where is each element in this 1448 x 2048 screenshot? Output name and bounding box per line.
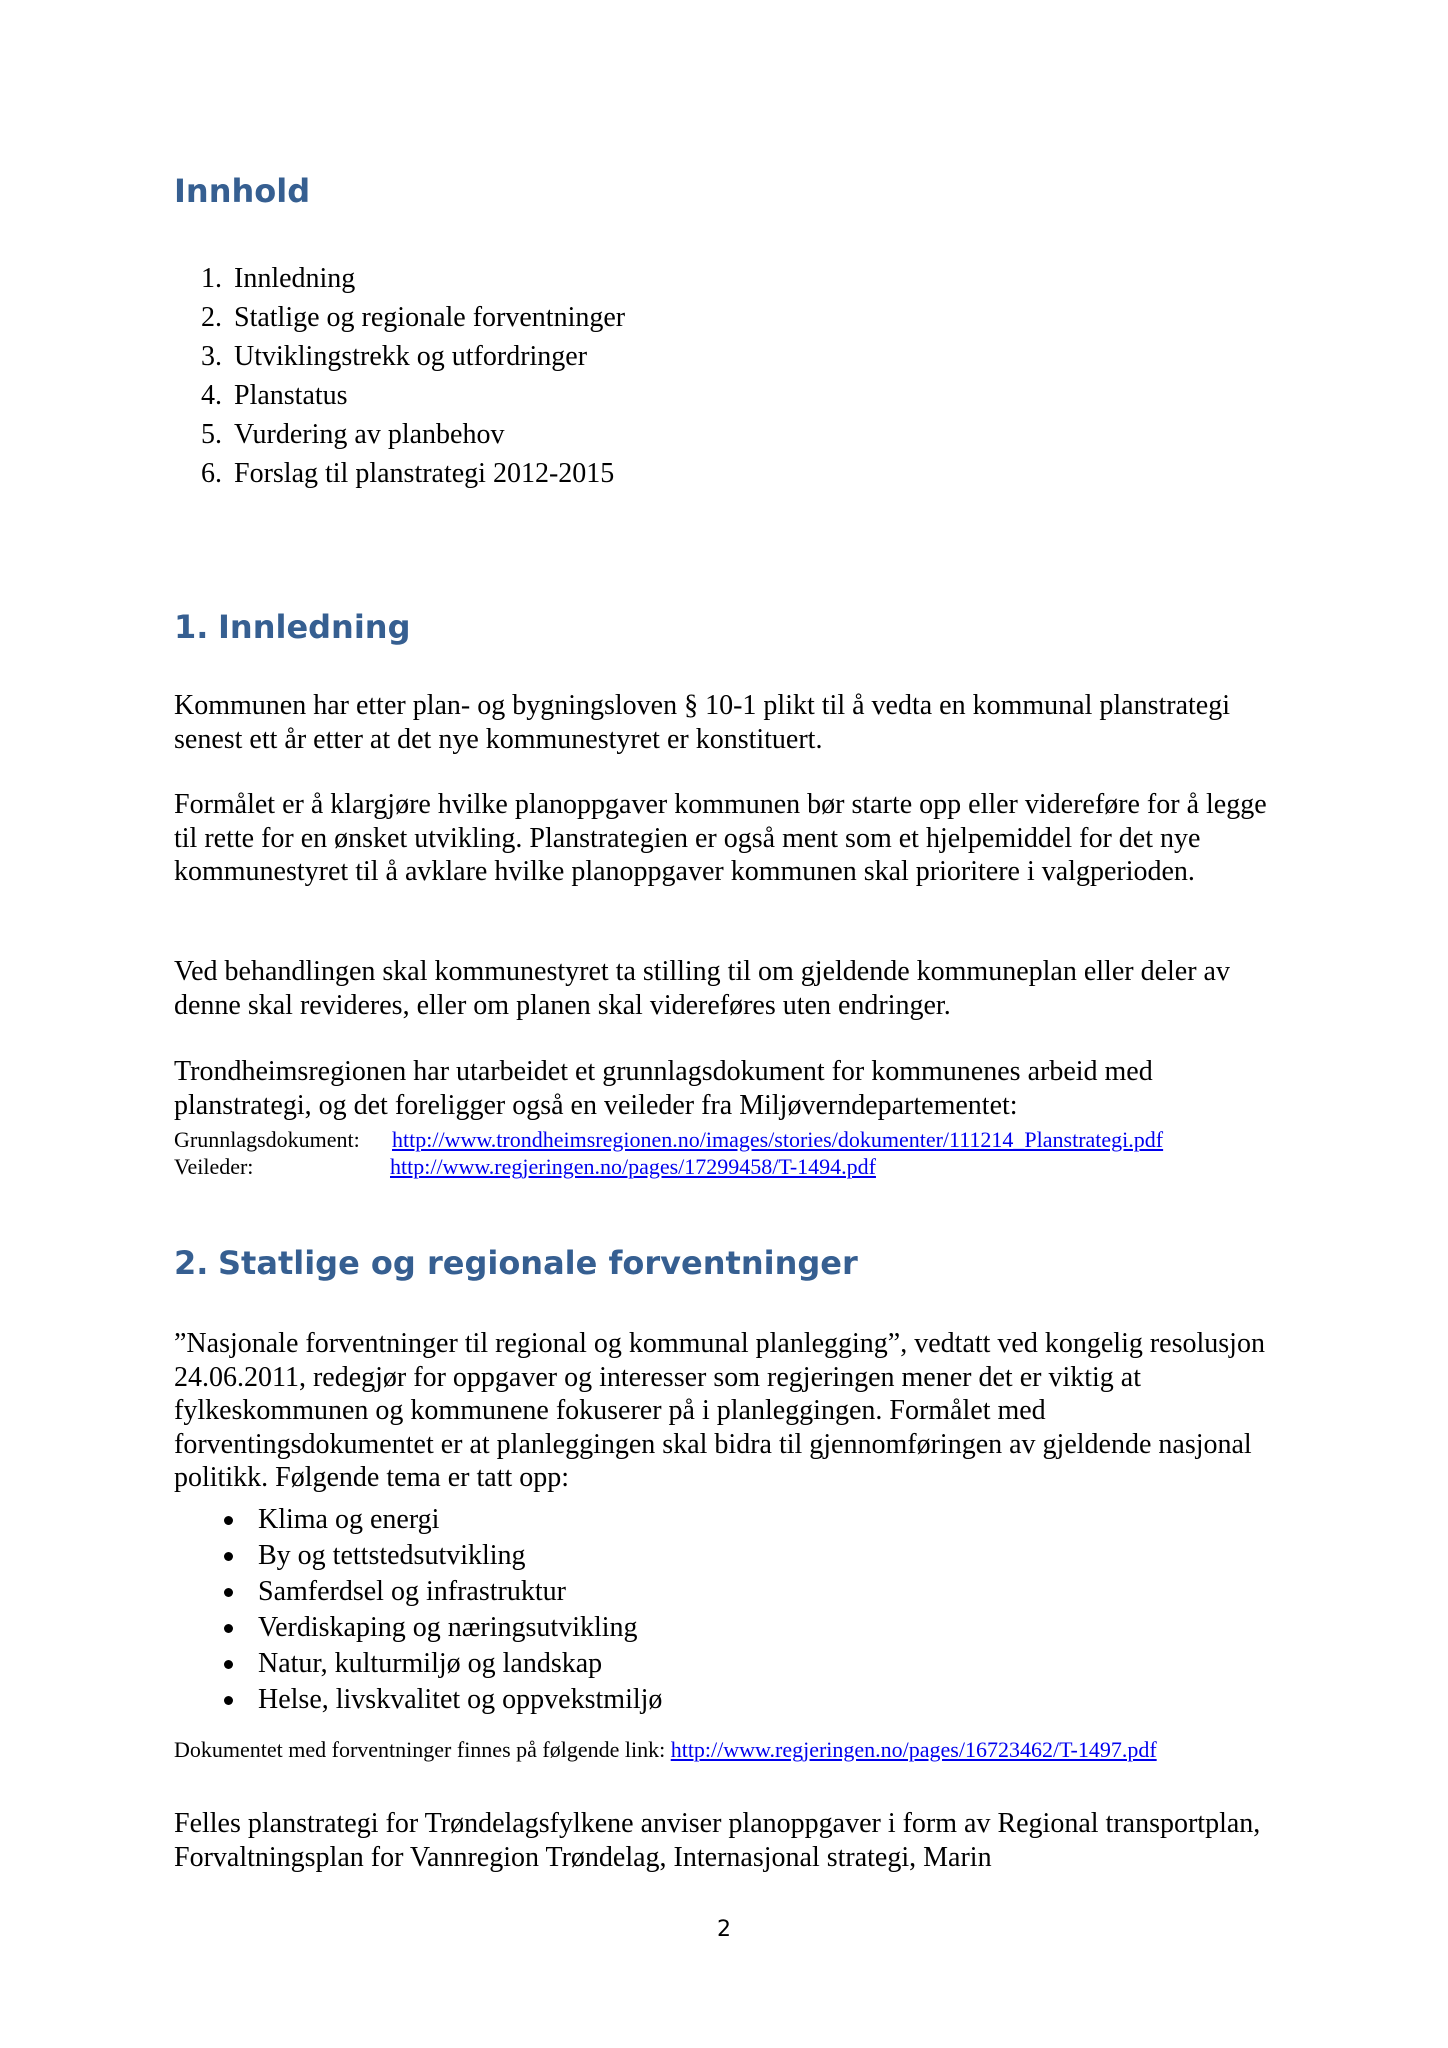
reference-line xyxy=(174,1153,876,1180)
toc-item-label: Utviklingstrekk og utfordringer xyxy=(234,341,588,372)
list-item: Natur, kulturmiljø og landskap xyxy=(174,1646,662,1682)
toc-item[interactable]: 2. Statlige og regionale forventninger xyxy=(174,298,625,337)
bullet-icon xyxy=(224,1516,233,1525)
section-title: Innledning xyxy=(218,608,411,646)
toc-item-label: Planstatus xyxy=(234,380,348,411)
paragraph: Kommunen har etter plan- og bygningsloven § 10-1 plikt til å vedta en kommunal planstrategi senest ett år etter at det nye kommunestyret er konstituert. xyxy=(174,690,1230,755)
list-item: Verdiskaping og næringsutvikling xyxy=(174,1610,662,1646)
section-number: 1. xyxy=(174,608,209,646)
reference-link[interactable]: http://www.trondheimsregionen.no/images/stories/dokumenter/111214_Planstrategi.pdf xyxy=(392,1127,1164,1152)
toc-item-label: Forslag til planstrategi 2012-2015 xyxy=(234,458,615,489)
page-number: 2 xyxy=(717,1917,731,1942)
list-item: Helse, livskvalitet og oppvekstmiljø xyxy=(174,1682,662,1718)
paragraph: Felles planstrategi for Trøndelagsfylkene anviser planoppgaver i form av Regional transportplan, Forvaltningsplan for Vannregion Trøndelag, Internasjonal strategi, Marin xyxy=(174,1808,1261,1873)
bullet-icon xyxy=(224,1624,233,1633)
topic-list xyxy=(174,1502,662,1718)
toc-item-label: Vurdering av planbehov xyxy=(234,419,505,450)
toc-item[interactable]: 4. Planstatus xyxy=(174,376,625,415)
toc-heading: Innhold xyxy=(174,172,311,210)
reference-line xyxy=(174,1126,1163,1153)
table-of-contents xyxy=(174,259,625,493)
bullet-icon xyxy=(224,1588,233,1597)
section-title: Statlige og regionale forventninger xyxy=(218,1244,858,1282)
section-number: 2. xyxy=(174,1244,209,1282)
list-item: Klima og energi xyxy=(174,1502,662,1538)
toc-item-label: Innledning xyxy=(234,263,356,294)
link-line xyxy=(174,1736,1157,1763)
bullet-icon xyxy=(224,1696,233,1705)
bullet-icon xyxy=(224,1552,233,1561)
toc-item[interactable]: 6. Forslag til planstrategi 2012-2015 xyxy=(174,454,625,493)
list-item: Samferdsel og infrastruktur xyxy=(174,1574,662,1610)
section-1-heading xyxy=(174,608,410,646)
paragraph: ”Nasjonale forventninger til regional og kommunal planlegging”, vedtatt ved kongelig resolusjon 24.06.2011, redegjør for oppgaver og interesser som regjeringen mener det er viktig at fylkeskommunen og kommunene fokuserer på i planleggingen. Formålet med forventingsdokumentet er at planleggingen skal bidra til gjennomføringen av gjeldende nasjonal politikk. Følgende tema er tatt opp: xyxy=(174,1328,1265,1493)
reference-label: Veileder: xyxy=(174,1154,254,1179)
paragraph: Formålet er å klargjøre hvilke planoppgaver kommunen bør starte opp eller videreføre for å legge til rette for en ønsket utvikling. Planstrategien er også ment som et hjelpemiddel for det nye kommunestyret til å avklare hvilke planoppgaver kommunen skal prioritere i valgperioden. xyxy=(174,789,1267,887)
toc-item[interactable]: 1. Innledning xyxy=(174,259,625,298)
paragraph: Ved behandlingen skal kommunestyret ta stilling til om gjeldende kommuneplan eller deler av denne skal revideres, eller om planen skal videreføres uten endringer. xyxy=(174,956,1230,1021)
bullet-icon xyxy=(224,1660,233,1669)
link-intro: Dokumentet med forventninger finnes på følgende link: xyxy=(174,1737,666,1762)
section-2-heading xyxy=(174,1244,858,1282)
reference-label: Grunnlagsdokument: xyxy=(174,1127,360,1152)
forventninger-link[interactable]: http://www.regjeringen.no/pages/16723462/T-1497.pdf xyxy=(670,1737,1157,1762)
reference-link[interactable]: http://www.regjeringen.no/pages/17299458/T-1494.pdf xyxy=(390,1154,876,1179)
toc-item[interactable]: 5. Vurdering av planbehov xyxy=(174,415,625,454)
list-item: By og tettstedsutvikling xyxy=(174,1538,662,1574)
paragraph: Trondheimsregionen har utarbeidet et grunnlagsdokument for kommunenes arbeid med planstrategi, og det foreligger også en veileder fra Miljøverndepartementet: xyxy=(174,1056,1153,1121)
toc-item[interactable]: 3. Utviklingstrekk og utfordringer xyxy=(174,337,625,376)
toc-item-label: Statlige og regionale forventninger xyxy=(234,302,626,333)
